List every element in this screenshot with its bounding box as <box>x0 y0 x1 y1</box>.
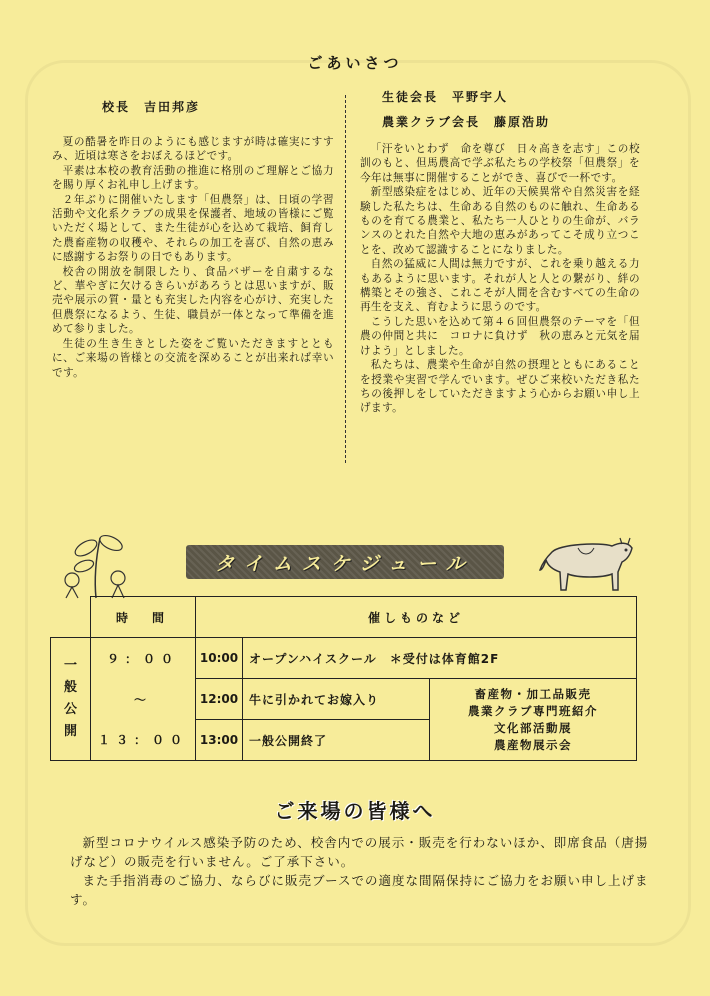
event-time: 10:00 <box>196 638 243 679</box>
time-schedule-banner <box>186 545 504 579</box>
student-paragraph: こうした思いを込めて第４６回但農祭のテーマを「但農の仲間と共に コロナに負けず 秋の恵みと元気を届けよう」としました。 <box>360 315 640 357</box>
list-item: 農産物展示会 <box>494 737 573 752</box>
principal-paragraph: 校舎の開放を制限したり、食品バザーを自粛するなど、華やぎに欠けるきらいがあろうとは思いますが、販売や展示の質・量とも充実した内容を心がけ、充実した但農祭になるよう、生徒、職員が一体となって準備を進めて参りました。 <box>52 265 334 336</box>
table-row <box>51 679 637 720</box>
list-item: 農業クラブ専門班紹介 <box>468 703 599 718</box>
schedule-header-row <box>51 597 637 638</box>
time-schedule-title: タイムスケジュール <box>215 552 475 575</box>
event-time: 12:00 <box>196 679 243 720</box>
visitor-notice-title: ご来場の皆様へ <box>274 799 436 823</box>
principal-message <box>52 98 334 380</box>
side-activity-list <box>430 679 637 761</box>
header-time: 時 間 <box>91 597 196 638</box>
start-time: ９：００ <box>91 638 196 679</box>
cow-illustration <box>538 530 636 596</box>
category-public-cell <box>51 638 91 761</box>
category-char: 一 <box>63 658 77 673</box>
event-description: 一般公開終了 <box>243 720 430 761</box>
principal-paragraph: 夏の酷暑を昨日のようにも感じますが時は確実にすすみ、近頃は寒さをおぼえるほどです。 <box>52 136 334 163</box>
column-divider <box>345 95 346 463</box>
category-char: 開 <box>63 724 77 739</box>
header-blank-cell <box>51 597 91 638</box>
tilde-mark: ～ <box>91 679 196 720</box>
table-row <box>51 638 637 679</box>
principal-paragraph: 平素は本校の教育活動の推進に格別のご理解とご協力を賜り厚くお礼申し上げます。 <box>52 164 334 192</box>
event-description: オープンハイスクール ＊受付は体育館2F <box>243 638 637 679</box>
agri-club-signer: 農業クラブ会長 藤原浩助 <box>382 115 551 129</box>
student-paragraph: 「汗をいとわず 命を尊び 日々高きを志す」この校訓のもと、但馬農高で学ぶ私たちの学校祭「但農祭」を今年は無事に開催することができ、喜びで一杯です。 <box>360 143 640 184</box>
student-message <box>360 88 640 416</box>
list-item: 畜産物・加工品販売 <box>474 686 592 701</box>
visitor-paragraph: また手指消毒のご協力、ならびに販売ブースでの適度な間隔保持にご協力をお願い申し上げます。 <box>70 873 649 907</box>
schedule-table <box>50 596 637 761</box>
event-time: 13:00 <box>196 720 243 761</box>
principal-signer: 校長 吉田邦彦 <box>102 100 201 114</box>
children-plant-illustration <box>56 528 136 600</box>
header-events: 催しものなど <box>196 597 637 638</box>
student-paragraph: 新型感染症をはじめ、近年の天候異常や自然災害を経験した私たちは、生命ある自然のものに触れ、生命あるものを育てる農業と、私たち一人ひとりの生命が、バランスのとれた自然や大地の恵みがあってこそ成り立つことを、改めて認識することになりました。 <box>360 186 640 256</box>
visitor-paragraph: 新型コロナウイルス感染予防のため、校舎内での展示・販売を行わないほか、即席食品（唐揚げなど）の販売を行いません。ご了承下さい。 <box>70 835 649 869</box>
principal-paragraph: ２年ぶりに開催いたします「但農祭」は、日頃の学習活動や文化系クラブの成果を保護者、地域の皆様にご覧いただく場として、また生徒が心を込めて栽培、飼育した農畜産物の収穫や、それらの加工を喜び、自然の恵みに感謝するお祭りの日でもあります。 <box>52 193 334 264</box>
end-time: １３：００ <box>91 720 196 761</box>
student-paragraph: 自然の猛威に人間は無力ですが、これを乗り越える力もあるように思います。それが人と人との繋がり、絆の構築とその強さ、これこそが人間を含むすべての生命の再生を支え、育むように思うのです。 <box>360 258 640 314</box>
visitor-notice-body <box>70 833 650 909</box>
student-council-signer: 生徒会長 平野宇人 <box>382 90 509 104</box>
greeting-title: ごあいさつ <box>307 54 403 72</box>
category-char: 般 <box>63 680 77 695</box>
category-char: 公 <box>63 702 77 717</box>
event-description: 牛に引かれてお嫁入り <box>243 679 430 720</box>
student-paragraph: 私たちは、農業や生命が自然の摂理とともにあることを授業や実習で学んでいます。ぜひご来校いただき私たちの後押しをしていただきますよう心からお願い申し上げます。 <box>360 359 640 415</box>
list-item: 文化部活動展 <box>494 720 573 735</box>
principal-paragraph: 生徒の生き生きとした姿をご覧いただきますとともに、ご来場の皆様との交流を深めることが出来れば幸いです。 <box>52 337 334 379</box>
